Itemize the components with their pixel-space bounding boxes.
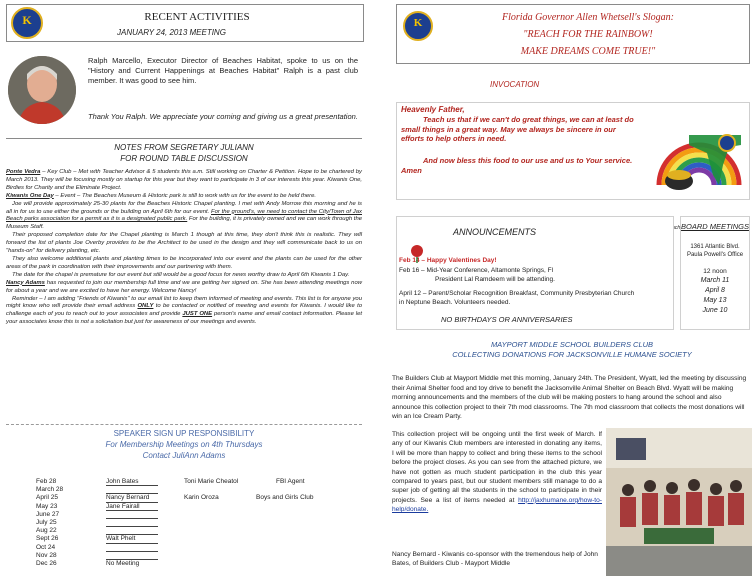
mayport-collection-paragraph: This collection project will be ongoing until the first week of March. If any of our Kiwanis Club members are interested in donating any items, I will be more than happy to collect and bring these items to the school before the project closes. As you can see from the attached picture, we have not gotten as much student participation in the club this year compared to years past, but our student members still manage to do a super job of getting all the students in the school to participate in their projects. See a list of items needed at <box>392 431 602 504</box>
invocation-body1: Teach us that if we can't do great things, we can at least do small things in a great way. May we always be sincere in our efforts to help others in need. <box>401 115 634 143</box>
mayport-signoff: Nancy Bernard - Kiwanis co-sponsor with the tremendous help of John Bates, of Builders Club - Mayport Middle <box>392 551 598 568</box>
signup-date: Nov 28 <box>36 551 57 559</box>
kiwanis-logo: K <box>11 7 43 39</box>
signup-date: Aug 22 <box>36 527 57 535</box>
signup-date: July 25 <box>36 519 57 526</box>
board-address: 1361 Atlantic Blvd. <box>690 244 740 250</box>
just-one-emphasis: JUST ONE <box>182 311 213 318</box>
builders-club-photo <box>606 428 752 576</box>
announcement-valentines: Feb 14 – Happy Valentines Day! <box>399 257 497 264</box>
signup-blank-line <box>106 534 158 535</box>
slogan-line2: "REACH FOR THE RAINBOW! <box>523 29 653 40</box>
recent-activities-title: RECENT ACTIVITIES <box>144 11 250 23</box>
notes-para4: The date for the chapel is premature for our event but still would be a good focus for news worthy draw to April 6th Kiwanis 1 Day. <box>12 271 350 278</box>
signup-speaker: Jane Fairall <box>106 502 140 510</box>
speaker-paragraph: Ralph Marcello, Executor Director of Beaches Habitat, spoke to us on the "History and Current Happenings at Beaches Habitat" Ralph is a past club member. It was good to see him. <box>88 56 358 85</box>
notes-para5c: person's name and email contact information. Please let your associates know this is not a solicitation but just for awareness of our meetings and events. <box>6 311 362 326</box>
speaker-portrait-image <box>8 56 76 124</box>
mayport-collection-text <box>392 430 602 515</box>
signup-topic: Boys and Girls Club <box>256 494 314 502</box>
signup-line2: For Membership Meetings on 4th Thursdays <box>105 440 263 449</box>
nancy-adams-text: has requested to join our membership full time and we are getting her signed on. She has been attending meetings now for about a year and we are excited to have her energy. Welcome Nancy! <box>6 279 362 294</box>
signup-date: May 23 <box>36 502 58 510</box>
notes-para1-underlined: For the ground's, we need to contact the City/Town of Jax Beach parks association for a permit as it is a designated public park. <box>6 208 362 223</box>
slogan-box <box>396 4 750 64</box>
notes-box <box>6 138 362 399</box>
announcement-conference-detail: President Lal Ramdeem will be attending. <box>435 276 555 283</box>
kiwanis-logo-right: K <box>403 11 433 41</box>
announcements-box <box>396 216 674 330</box>
board-meetings-title: BOARD MEETINGS <box>681 222 749 231</box>
signup-blank-line <box>106 526 158 527</box>
recent-activities-header <box>6 4 364 42</box>
signup-date: Oct 24 <box>36 543 56 551</box>
mayport-intro: The Builders Club at Mayport Middle met this morning, January 24th. The President, Wyatt, led the meeting by discussing their Animal Shelter food and toy drive to benefit the Jacksonville Animal Shelter on Beach Blvd. Wyatt will be making morning announcements and the members of the club will be making posters to hang around the school and also announce this collection project to their 7th mod classrooms. The 7th mod classroom that collects the most donations will win an Ice Cream Party. <box>392 375 747 420</box>
notes-para1a: Joe will provide approximately 25-30 plants for the Beaches Historic Chapel planting. I met with Andy Morrow this morning and he is all in for us to use either the grounds or the building on April 6th for our event. <box>6 200 362 215</box>
notes-para5a: Reminder – I am adding "Friends of Kiwanis" to our email list to keep them informed of meeting and events. This list is for anyone you might know who will provide their email address <box>6 295 362 310</box>
signup-blank-line <box>106 559 158 560</box>
meeting-date: JANUARY 24, 2013 MEETING <box>117 28 226 37</box>
signup-title: SPEAKER SIGN UP RESPONSIBILITY <box>113 429 255 438</box>
announcement-conference: Feb 16 – Mid-Year Conference, Altamonte Springs, Fl <box>399 267 554 274</box>
signup-line3: Contact JuliAnn Adams <box>142 451 226 460</box>
nancy-adams-label: Nancy Adams <box>6 279 45 286</box>
board-date-4: June 10 <box>702 307 728 314</box>
signup-date: March 28 <box>36 486 64 494</box>
valentine-item <box>399 257 497 264</box>
board-time: 12 noon <box>703 268 727 275</box>
speaker-photo <box>8 56 76 124</box>
notes-para2: Their proposed completion date for the Chapel planting is March 1 though at this time, they don't think this is realistic. They will forward the list of plants Joe Overby provides to be the Architect to be used in the design and they will communicate back to us on "hands-on" for delivery planting, etc. <box>6 232 362 255</box>
signup-blank-line <box>106 485 158 486</box>
no-birthdays-note: NO BIRTHDAYS OR ANNIVERSARIES <box>441 315 573 324</box>
rainbow-florida-image <box>649 105 745 193</box>
invocation-greeting: Heavenly Father, <box>401 105 465 114</box>
signup-blank-line <box>106 551 158 552</box>
kiwanis-one-day-text: – Event – The Beaches Museum & Historic park is still to work with us for the event to be held there. <box>53 192 317 199</box>
signup-blank-line <box>106 510 158 511</box>
signup-speaker: Nancy Bernard <box>106 494 150 502</box>
notes-para1b: For the building, it is privately owned and we can work through the Museum Staff. <box>6 216 362 231</box>
rainbow-map-illustration <box>649 105 745 193</box>
invocation-title: INVOCATION <box>490 80 540 89</box>
board-date-1: March 11 <box>700 277 730 284</box>
signup-date: Sept 26 <box>36 535 59 543</box>
mayport-title-line1: MAYPORT MIDDLE SCHOOL BUILDERS CLUB <box>490 340 654 349</box>
signup-blank-line <box>106 518 158 519</box>
signup-blank-line <box>106 543 158 544</box>
board-date-3: May 13 <box>703 297 727 304</box>
signup-date: June 27 <box>36 510 60 518</box>
invocation-box <box>396 102 750 200</box>
notes-para3: They also welcome additional plants and planting times to be incorporated into our event and the plants can be used for the other areas of the park in coordination with their improvements and our partnering with them. <box>6 255 362 270</box>
kiwanis-one-day-label: Kiwanis One Day <box>6 192 54 199</box>
signup-speaker-alt: Karin Oroza <box>184 494 219 502</box>
signup-blank-line <box>106 502 158 503</box>
announcements-title: ANNOUNCEMENTS <box>453 227 537 237</box>
signup-date: April 25 <box>36 494 59 502</box>
only-emphasis: ONLY <box>137 303 154 310</box>
thank-you-paragraph: Thank You Ralph. We appreciate your coming and giving us a great presentation. <box>88 112 358 121</box>
notes-para5b: to be contacted or notified of meeting and events for Kiwanis. I would like to challenge each of you to reach out to your associates and provide <box>6 303 362 318</box>
signup-speaker: John Bates <box>106 478 139 485</box>
notes-title-line2: FOR ROUND TABLE DISCUSSION <box>120 154 248 163</box>
slogan-line3: MAKE DREAMS COME TRUE!" <box>520 46 656 57</box>
rose-icon <box>407 243 427 263</box>
ponte-vedra-label: Ponte Vedra <box>6 169 41 175</box>
signup-speaker: No Meeting <box>106 560 140 567</box>
builders-club-group-photo <box>606 428 752 576</box>
board-meetings-box <box>680 216 750 330</box>
slogan-line1: Florida Governor Allen Whetsell's Slogan: <box>502 12 674 23</box>
signup-topic: FBI Agent <box>276 478 305 485</box>
signup-date: Dec 26 <box>36 560 57 567</box>
signup-speaker: Walt Phelt <box>106 535 136 543</box>
ponte-vedra-text: – Key Club – Met with Teacher Advisor & 5 students this a.m. Still working on Charter & Petition. Hope to be chartered by March 2013. They will be focusing mostly on startup for this year but they want to participate in 3 of our interests this year. Kiwanis One, Birdies for Charity and the Eliminate Project. <box>6 169 362 191</box>
signup-speaker-alt: Toni Marie Cheatol <box>184 478 239 485</box>
board-date-2: April 8 <box>705 287 725 294</box>
board-location: Paula Powell's Office <box>686 252 744 258</box>
mayport-title-line2: COLLECTING DONATIONS FOR JACKSONVILLE HUMANE SOCIETY <box>452 350 692 359</box>
notes-body <box>6 169 362 327</box>
notes-title-line1: NOTES FROM SEGRETARY JULIANN <box>114 143 254 152</box>
signup-date: Feb 28 <box>36 478 57 485</box>
announcement-breakfast: April 12 – Parent/Scholar Recognition Breakfast, Community Presbyterian Church in Neptune Beach. Volunteers needed. <box>399 290 635 306</box>
invocation-body2: And now bless this food to our use and us to Your service. Amen <box>401 156 633 175</box>
humane-donate-link[interactable]: http://jaxhumane.org/how-to-help/donate. <box>392 496 602 514</box>
speaker-signup-section <box>6 424 362 575</box>
signup-blank-line <box>106 493 158 494</box>
